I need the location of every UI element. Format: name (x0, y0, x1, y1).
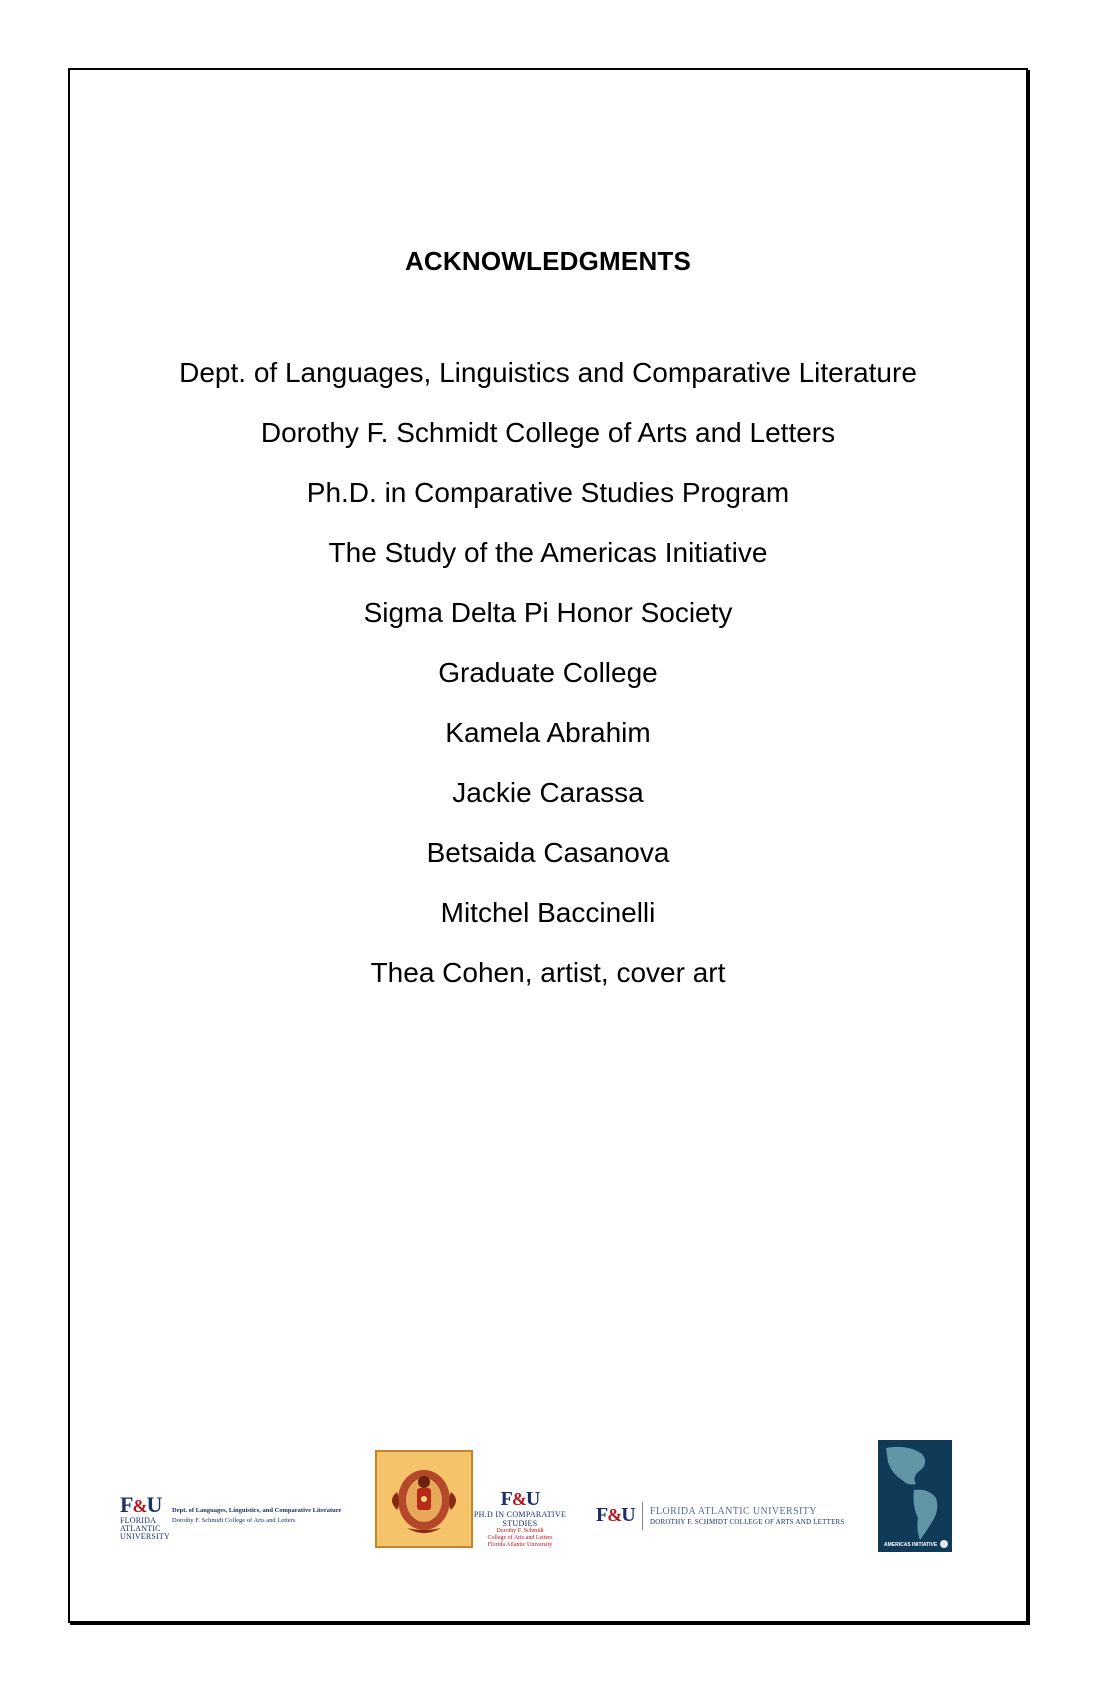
acknowledgment-item: Sigma Delta Pi Honor Society (363, 597, 733, 628)
page-title: ACKNOWLEDGMENTS (404, 246, 692, 276)
phd-college-line: Dorothy F. Schmidt (496, 1528, 544, 1534)
acknowledgment-item: Dorothy F. Schmidt College of Arts and Letters (260, 417, 836, 448)
fau-logo-mark: F&U (120, 1492, 162, 1517)
phd-program-line: STUDIES (502, 1519, 538, 1528)
fau-logo-mark: F&U (500, 1488, 540, 1510)
acknowledgment-item: Ph.D. in Comparative Studies Program (306, 477, 790, 508)
sponsor-logos (70, 1450, 1026, 1580)
college-text (650, 1506, 845, 1527)
phd-college-line: College of Arts and Letters (487, 1535, 553, 1541)
fau-department-logo (120, 1494, 360, 1550)
acknowledgment-item: Betsaida Casanova (426, 837, 670, 868)
college-name: Dorothy F. Schmidt College of Arts and Letters (172, 1517, 296, 1524)
university-name: FLORIDA ATLANTIC UNIVERSITY (650, 1506, 817, 1517)
logo-divider (642, 1502, 643, 1530)
fau-university-line: FLORIDA (120, 1516, 157, 1525)
phd-college-line: Florida Atlantic University (487, 1542, 553, 1548)
college-name: DOROTHY F. SCHMIDT COLLEGE OF ARTS AND LETTERS (650, 1518, 845, 1526)
americas-initiative-logo (878, 1440, 952, 1552)
phd-program-line: PH.D IN COMPARATIVE (473, 1510, 567, 1519)
department-text (172, 1506, 341, 1526)
americas-map-icon (878, 1440, 952, 1552)
department-name: Dept. of Languages, Linguistics, and Comparative Literature (172, 1507, 342, 1514)
fau-university-line: UNIVERSITY (120, 1532, 170, 1541)
acknowledgment-item: Graduate College (438, 657, 658, 688)
acknowledgment-item: Mitchel Baccinelli (440, 897, 656, 928)
americas-initiative-label: AMERICAS INITIATIVE (884, 1542, 938, 1548)
fau-logo-mark: F&U (596, 1504, 635, 1526)
page-frame (68, 68, 1028, 1623)
phd-comparative-studies-logo (470, 1488, 570, 1558)
acknowledgment-item: Dept. of Languages, Linguistics and Comparative Literature (179, 357, 917, 388)
acknowledgment-item: The Study of the Americas Initiative (328, 537, 768, 568)
acknowledgment-item: Thea Cohen, artist, cover art (370, 957, 726, 988)
sigma-delta-pi-seal-logo (375, 1450, 473, 1548)
crest-icon (377, 1452, 471, 1546)
acknowledgment-item: Kamela Abrahim (445, 717, 651, 748)
acknowledgments-list (70, 358, 1026, 1018)
fau-university-line: ATLANTIC (120, 1524, 161, 1533)
fau-college-logo (596, 1498, 846, 1538)
acknowledgment-item: Jackie Carassa (452, 777, 644, 808)
